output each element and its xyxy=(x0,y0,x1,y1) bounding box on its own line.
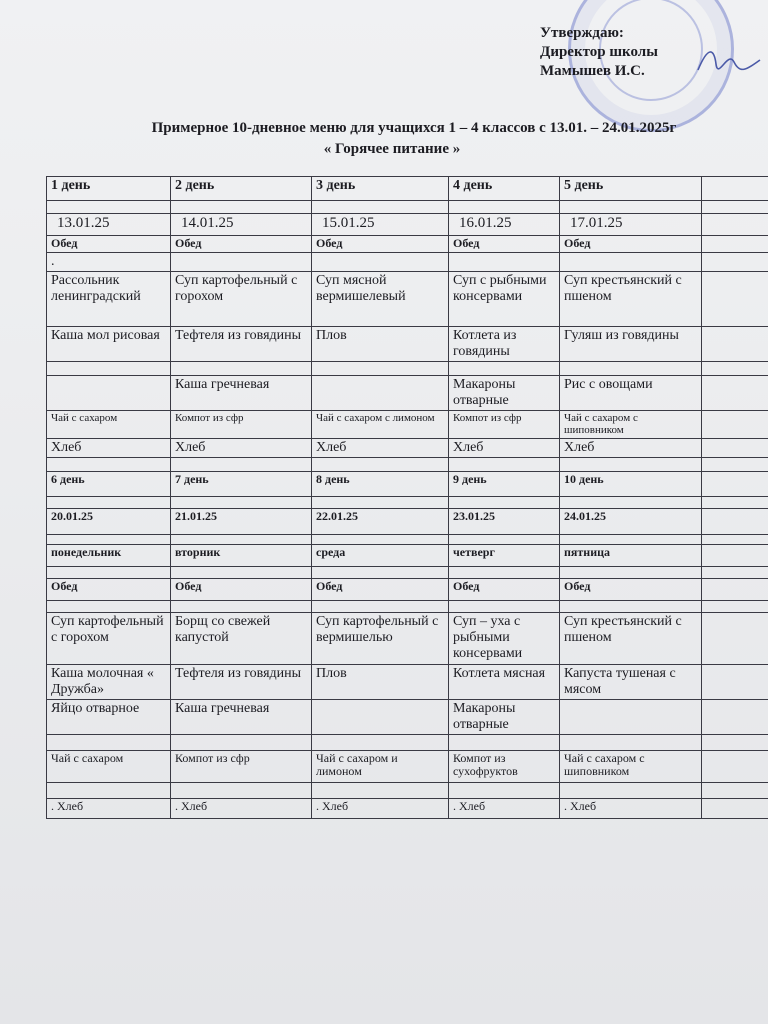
empty-cell xyxy=(312,201,449,214)
date-row xyxy=(47,214,768,236)
empty-row xyxy=(47,362,768,376)
menu-cell: Обед xyxy=(171,579,312,601)
empty-cell xyxy=(702,458,768,472)
empty-cell xyxy=(702,362,768,376)
menu-cell: 21.01.25 xyxy=(171,509,312,535)
day-header-row xyxy=(47,177,768,201)
menu-cell: 1 день xyxy=(47,177,171,201)
menu-cell: 6 день xyxy=(47,472,171,497)
menu-cell: Суп крестьянский с пшеном xyxy=(560,613,702,665)
menu-cell: Суп – уха с рыбными консервами xyxy=(449,613,560,665)
empty-cell xyxy=(312,458,449,472)
menu-cell: Суп картофельный с горохом xyxy=(171,272,312,327)
menu-cell: Каша гречневая xyxy=(171,376,312,411)
menu-cell: . Хлеб xyxy=(312,799,449,819)
menu-cell: Рис с овощами xyxy=(560,376,702,411)
empty-cell xyxy=(702,236,768,253)
meal-row xyxy=(47,579,768,601)
menu-cell: Чай с сахаром xyxy=(47,751,171,783)
empty-cell xyxy=(702,567,768,579)
menu-cell: Котлета мясная xyxy=(449,665,560,700)
menu-cell: . Хлеб xyxy=(171,799,312,819)
menu-cell: Компот из сфр xyxy=(171,751,312,783)
empty-cell xyxy=(702,783,768,799)
menu-cell: 17.01.25 xyxy=(560,214,702,236)
empty-cell xyxy=(702,799,768,819)
empty-cell xyxy=(171,458,312,472)
empty-cell xyxy=(702,439,768,458)
menu-cell: Обед xyxy=(449,579,560,601)
empty-cell xyxy=(312,567,449,579)
empty-row xyxy=(47,497,768,509)
empty-cell xyxy=(47,735,171,751)
menu-cell: Обед xyxy=(312,579,449,601)
empty-cell xyxy=(312,735,449,751)
empty-cell xyxy=(47,535,171,545)
menu-cell: Чай с сахаром с лимоном xyxy=(312,411,449,439)
menu-cell: 15.01.25 xyxy=(312,214,449,236)
menu-cell: Тефтеля из говядины xyxy=(171,327,312,362)
empty-cell xyxy=(702,735,768,751)
menu-cell: 23.01.25 xyxy=(449,509,560,535)
side-dish-row xyxy=(47,376,768,411)
empty-row xyxy=(47,783,768,799)
menu-cell: . Хлеб xyxy=(560,799,702,819)
empty-cell xyxy=(449,567,560,579)
weekday-row xyxy=(47,545,768,567)
empty-cell xyxy=(449,535,560,545)
menu-cell: Чай с сахаром с шиповником xyxy=(560,751,702,783)
menu-cell: Чай с сахаром и лимоном xyxy=(312,751,449,783)
empty-cell xyxy=(171,601,312,613)
empty-cell xyxy=(702,509,768,535)
bread-row xyxy=(47,439,768,458)
drink-row xyxy=(47,411,768,439)
bread-row xyxy=(47,799,768,819)
menu-cell: Тефтеля из говядины xyxy=(171,665,312,700)
menu-cell: Компот из сфр xyxy=(449,411,560,439)
menu-cell: Хлеб xyxy=(560,439,702,458)
empty-cell xyxy=(312,783,449,799)
empty-cell xyxy=(449,783,560,799)
menu-table xyxy=(46,176,768,819)
empty-cell xyxy=(47,458,171,472)
empty-cell xyxy=(171,535,312,545)
menu-cell: 16.01.25 xyxy=(449,214,560,236)
empty-cell xyxy=(171,362,312,376)
empty-row xyxy=(47,201,768,214)
empty-cell xyxy=(47,362,171,376)
menu-cell: Хлеб xyxy=(171,439,312,458)
menu-cell: 5 день xyxy=(560,177,702,201)
empty-cell xyxy=(702,472,768,497)
menu-cell: Обед xyxy=(171,236,312,253)
menu-cell: Суп с рыбными консервами xyxy=(449,272,560,327)
empty-cell xyxy=(560,201,702,214)
menu-cell: Капуста тушеная с мясом xyxy=(560,665,702,700)
empty-cell xyxy=(449,458,560,472)
menu-cell: вторник xyxy=(171,545,312,567)
empty-cell xyxy=(702,327,768,362)
empty-cell xyxy=(560,735,702,751)
empty-cell xyxy=(312,497,449,509)
menu-cell: Рассольник ленинградский xyxy=(47,272,171,327)
menu-cell: Каша гречневая xyxy=(171,700,312,735)
menu-cell: . Хлеб xyxy=(449,799,560,819)
menu-cell: Плов xyxy=(312,327,449,362)
empty-cell xyxy=(312,362,449,376)
menu-cell: Компот из сфр xyxy=(171,411,312,439)
menu-cell: 22.01.25 xyxy=(312,509,449,535)
menu-cell: Суп картофельный с вермишелью xyxy=(312,613,449,665)
empty-cell xyxy=(312,601,449,613)
menu-cell: 14.01.25 xyxy=(171,214,312,236)
empty-cell xyxy=(47,497,171,509)
empty-row xyxy=(47,458,768,472)
menu-cell: 2 день xyxy=(171,177,312,201)
menu-cell: 10 день xyxy=(560,472,702,497)
empty-row xyxy=(47,567,768,579)
empty-cell xyxy=(47,601,171,613)
menu-cell: четверг xyxy=(449,545,560,567)
soup-row xyxy=(47,613,768,665)
menu-cell: Плов xyxy=(312,665,449,700)
menu-cell: Суп картофельный с горохом xyxy=(47,613,171,665)
menu-cell: 7 день xyxy=(171,472,312,497)
empty-cell xyxy=(171,497,312,509)
empty-cell xyxy=(449,497,560,509)
empty-cell xyxy=(560,535,702,545)
menu-cell: 4 день xyxy=(449,177,560,201)
soup-row xyxy=(47,272,768,327)
empty-cell xyxy=(171,735,312,751)
empty-cell xyxy=(560,601,702,613)
empty-cell xyxy=(47,567,171,579)
empty-cell xyxy=(702,376,768,411)
empty-cell xyxy=(47,201,171,214)
menu-cell: Хлеб xyxy=(47,439,171,458)
approve-label: Утверждаю: xyxy=(540,25,624,41)
menu-cell: Макароны отварные xyxy=(449,700,560,735)
date-row xyxy=(47,509,768,535)
menu-cell: Яйцо отварное xyxy=(47,700,171,735)
empty-cell xyxy=(560,458,702,472)
drink-row xyxy=(47,751,768,783)
empty-cell xyxy=(449,362,560,376)
menu-cell: понедельник xyxy=(47,545,171,567)
menu-cell xyxy=(560,700,702,735)
menu-cell: Обед xyxy=(449,236,560,253)
director-signature xyxy=(694,40,764,80)
empty-cell xyxy=(171,783,312,799)
menu-cell: Макароны отварные xyxy=(449,376,560,411)
empty-cell xyxy=(702,579,768,601)
empty-cell xyxy=(449,201,560,214)
menu-cell: Борщ со свежей капустой xyxy=(171,613,312,665)
empty-cell xyxy=(702,545,768,567)
menu-cell: Чай с сахаром xyxy=(47,411,171,439)
menu-cell: Каша молочная « Дружба» xyxy=(47,665,171,700)
menu-cell xyxy=(47,376,171,411)
empty-cell xyxy=(47,783,171,799)
menu-cell: 24.01.25 xyxy=(560,509,702,535)
empty-cell xyxy=(702,613,768,665)
day-header-row xyxy=(47,472,768,497)
menu-cell: 13.01.25 xyxy=(47,214,171,236)
director-position: Директор школы xyxy=(540,44,658,60)
empty-cell xyxy=(560,567,702,579)
menu-cell: Суп крестьянский с пшеном xyxy=(560,272,702,327)
menu-cell: 8 день xyxy=(312,472,449,497)
menu-cell xyxy=(312,376,449,411)
menu-cell: Обед xyxy=(47,236,171,253)
empty-cell xyxy=(702,201,768,214)
empty-cell xyxy=(702,177,768,201)
empty-cell xyxy=(702,253,768,272)
menu-cell: . xyxy=(47,253,171,272)
menu-cell: Каша мол рисовая xyxy=(47,327,171,362)
side-dish-row xyxy=(47,700,768,735)
empty-cell xyxy=(560,497,702,509)
menu-cell: Обед xyxy=(560,236,702,253)
empty-cell xyxy=(702,535,768,545)
empty-cell xyxy=(702,497,768,509)
menu-cell: Обед xyxy=(312,236,449,253)
empty-row xyxy=(47,601,768,613)
menu-cell: Компот из сухофруктов xyxy=(449,751,560,783)
main-dish-row xyxy=(47,327,768,362)
menu-cell xyxy=(312,700,449,735)
empty-cell xyxy=(312,535,449,545)
menu-cell: Хлеб xyxy=(312,439,449,458)
menu-cell: среда xyxy=(312,545,449,567)
empty-cell xyxy=(702,272,768,327)
dot-row xyxy=(47,253,768,272)
approval-block xyxy=(540,24,658,81)
empty-cell xyxy=(702,665,768,700)
empty-cell xyxy=(449,601,560,613)
menu-cell: 20.01.25 xyxy=(47,509,171,535)
menu-subtitle: « Горячее питание » xyxy=(323,141,461,157)
empty-cell xyxy=(171,567,312,579)
menu-title: Примерное 10-дневное меню для учащихся 1 – 4 классов с 13.01. – 24.01.2025г xyxy=(151,120,677,136)
menu-cell: Обед xyxy=(560,579,702,601)
empty-cell xyxy=(702,700,768,735)
menu-cell: . Хлеб xyxy=(47,799,171,819)
menu-cell: пятница xyxy=(560,545,702,567)
empty-cell xyxy=(702,214,768,236)
menu-cell: Хлеб xyxy=(449,439,560,458)
empty-cell xyxy=(560,362,702,376)
empty-row xyxy=(47,735,768,751)
menu-cell: Чай с сахаром с шиповником xyxy=(560,411,702,439)
empty-cell xyxy=(702,411,768,439)
empty-cell xyxy=(449,735,560,751)
meal-row xyxy=(47,236,768,253)
empty-cell xyxy=(560,783,702,799)
empty-cell xyxy=(702,751,768,783)
menu-cell: Котлета из говядины xyxy=(449,327,560,362)
menu-cell: Обед xyxy=(47,579,171,601)
empty-cell xyxy=(171,201,312,214)
menu-cell: Суп мясной вермишелевый xyxy=(312,272,449,327)
menu-cell: 9 день xyxy=(449,472,560,497)
director-name: Мамышев И.С. xyxy=(540,63,645,79)
empty-row xyxy=(47,535,768,545)
main-dish-row xyxy=(47,665,768,700)
menu-cell: Гуляш из говядины xyxy=(560,327,702,362)
empty-cell xyxy=(702,601,768,613)
menu-cell: 3 день xyxy=(312,177,449,201)
